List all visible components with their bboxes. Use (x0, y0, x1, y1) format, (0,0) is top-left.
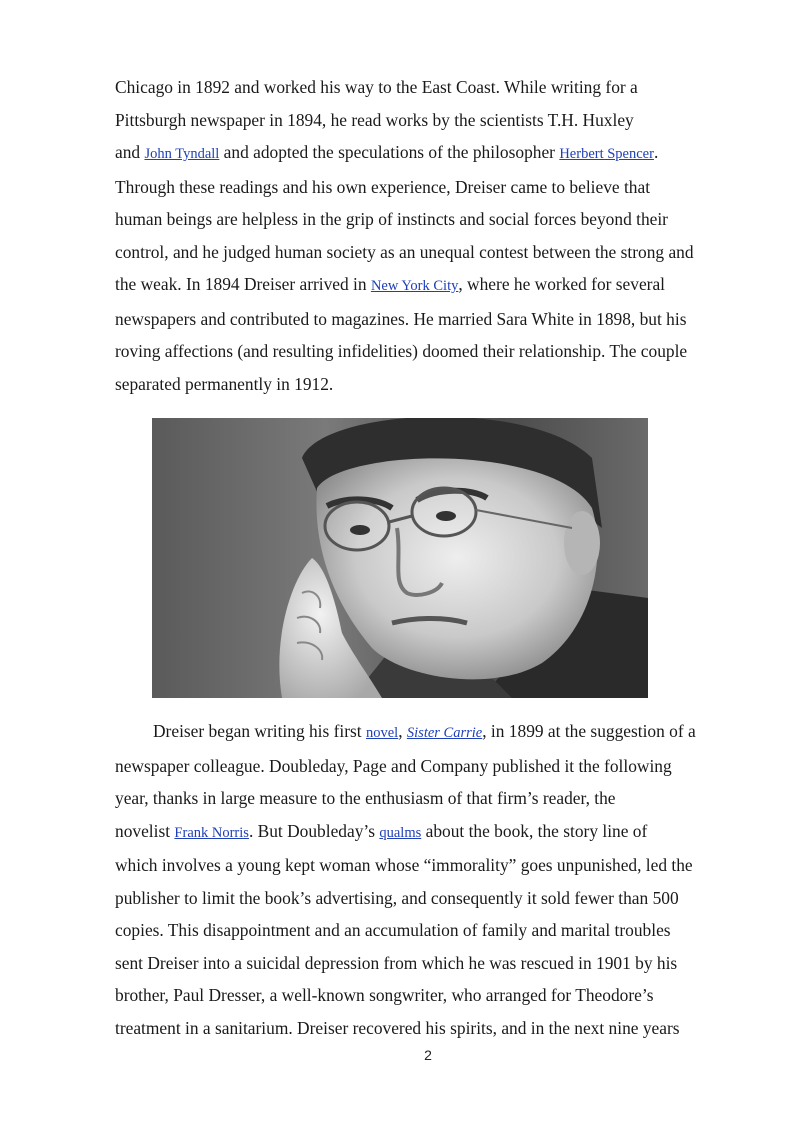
text-line (115, 715, 747, 750)
text-line (115, 136, 747, 171)
text-line: control, and he judged human society as an unequal contest between the strong and (115, 241, 694, 262)
link-new-york-city[interactable]: New York City (370, 278, 459, 294)
text-line: sent Dreiser into a suicidal depression from which he was rescued in 1901 by his (115, 952, 678, 973)
text-line (115, 815, 747, 850)
paragraph-2 (115, 715, 747, 1044)
text-line: which involves a young kept woman whose “immorality” goes unpunished, led the (115, 855, 693, 875)
text-line: year, thanks in large measure to the enthusiasm of that firm’s reader, the (115, 788, 616, 808)
text-span: . (653, 142, 659, 162)
text-span: and adopted the speculations of the philosopher (219, 142, 560, 162)
text-line: brother, Paul Dresser, a well-known songwriter, who arranged for Theodore’s (115, 985, 654, 1005)
portrait-illustration (152, 418, 648, 698)
text-line: Chicago in 1892 and worked his way to the East Coast. While writing for a (115, 77, 638, 97)
text-span: and (115, 142, 145, 162)
link-sister-carrie[interactable]: Sister Carrie (406, 725, 483, 741)
text-span: about the book, the story line of (421, 820, 648, 841)
text-line: newspaper colleague. Doubleday, Page and Company published it the following (115, 755, 672, 776)
text-span: , where he worked for several (458, 274, 666, 294)
text-span: novelist (115, 820, 175, 841)
text-line (115, 268, 747, 303)
link-john-tyndall[interactable]: John Tyndall (144, 146, 220, 162)
text-span: Dreiser began writing his first (153, 721, 366, 741)
text-line: Pittsburgh newspaper in 1894, he read works by the scientists T.H. Huxley (115, 109, 634, 130)
text-line: roving affections (and resulting infidelities) doomed their relationship. The couple (115, 341, 688, 361)
link-novel[interactable]: novel (365, 725, 399, 741)
text-line: Through these readings and his own experience, Dreiser came to believe that (115, 176, 651, 197)
link-qualms[interactable]: qualms (379, 824, 422, 841)
text-span: , (398, 721, 407, 741)
text-line: newspapers and contributed to magazines. He married Sara White in 1898, but his (115, 308, 687, 329)
text-line: copies. This disappointment and an accumulation of family and marital troubles (115, 920, 671, 940)
text-line: treatment in a sanitarium. Dreiser recovered his spirits, and in the next nine years (115, 1017, 680, 1038)
portrait-photo (152, 418, 648, 698)
page-number: 2 (424, 1047, 432, 1063)
text-line: publisher to limit the book’s advertising, and consequently it sold fewer than 500 (115, 887, 679, 908)
text-line: separated permanently in 1912. (115, 373, 334, 394)
text-line: human beings are helpless in the grip of instincts and social forces beyond their (115, 209, 668, 229)
paragraph-1 (115, 71, 747, 400)
link-frank-norris[interactable]: Frank Norris (174, 824, 249, 841)
text-span: , in 1899 at the suggestion of a (482, 721, 696, 741)
link-herbert-spencer[interactable]: Herbert Spencer (559, 146, 654, 162)
text-span: . But Doubleday’s (248, 820, 380, 841)
text-span: the weak. In 1894 Dreiser arrived in (115, 274, 371, 294)
